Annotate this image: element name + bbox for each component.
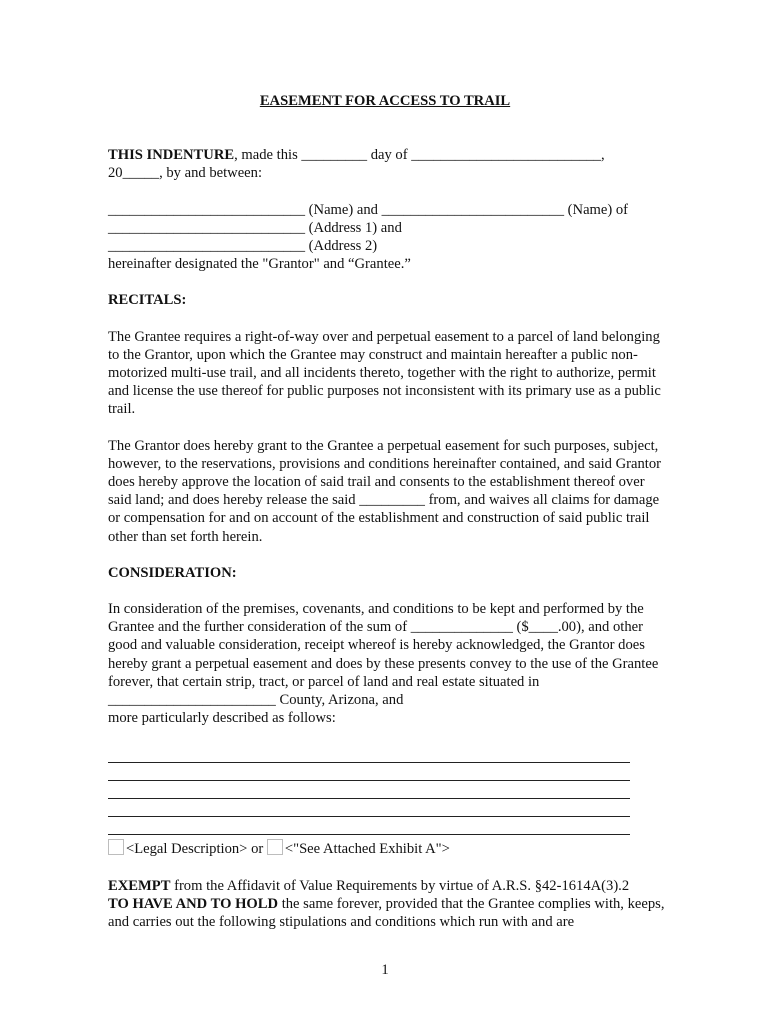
recitals-paragraph-1: The Grantee requires a right-of-way over and perpetual easement to a parcel of land belonging to the Grantor, upon which the Grantee may construct and maintain hereafter a public non-motorized multi-use trail, and all incidents thereto, together with the right to authorize, permit and license the use thereof for public purposes not inconsistent with its primary use as a public trail. [108, 328, 661, 418]
consideration-heading: CONSIDERATION: [108, 564, 237, 581]
indenture-lead: THIS INDENTURE [108, 147, 235, 164]
exhibit-a-checkbox[interactable] [267, 839, 283, 855]
exhibit-a-label: <"See Attached Exhibit A"> [284, 841, 450, 858]
consideration-paragraph [108, 600, 668, 727]
document-title: EASEMENT FOR ACCESS TO TRAIL [259, 93, 511, 109]
legal-description-lines [108, 745, 668, 835]
blank-line[interactable] [108, 817, 630, 835]
consideration-text-end: more particularly described as follows: [108, 710, 336, 727]
indenture-line1: , made this _________ day of __________________________, [234, 147, 605, 164]
recitals-heading: RECITALS: [108, 292, 187, 309]
hold-text: the same forever, provided that the Grantee complies with, keeps, and carries out the following stipulations and conditions which run with and are [108, 895, 665, 931]
indenture-paragraph [108, 146, 668, 182]
parties-line2: ___________________________ (Address 1) and [108, 219, 402, 236]
blank-line[interactable] [108, 763, 630, 781]
blank-line[interactable] [108, 799, 630, 817]
parties-line1: ___________________________ (Name) and _________________________ (Name) of [108, 201, 629, 218]
exempt-lead: EXEMPT [108, 877, 171, 894]
parties-block [108, 201, 668, 274]
indenture-line2: 20_____, by and between: [108, 165, 263, 182]
page-number: 1 [381, 962, 389, 978]
parties-line3: ___________________________ (Address 2) [108, 238, 378, 255]
exempt-text: from the Affidavit of Value Requirements by virtue of A.R.S. §42-1614A(3).2 [170, 877, 630, 894]
blank-line[interactable] [108, 745, 630, 763]
parties-line4: hereinafter designated the "Grantor" and “Grantee.” [108, 256, 411, 273]
hold-lead: TO HAVE AND TO HOLD [108, 895, 279, 912]
legal-description-label: <Legal Description> or [126, 841, 267, 858]
blank-line[interactable] [108, 781, 630, 799]
document-body [108, 92, 668, 931]
description-options [108, 839, 668, 858]
recitals-paragraph-2: The Grantor does hereby grant to the Grantee a perpetual easement for such purposes, subject, however, to the reservations, provisions and conditions hereinafter contained, and said Grantor does hereby approve the location of said trail and consents to the establishment thereof over said land; and does hereby release the said _________ from, and waives all claims for damage or compensation for and on account of the establishment and construction of said public trail other than set forth herein. [108, 437, 662, 545]
hold-paragraph [108, 895, 668, 931]
legal-description-checkbox[interactable] [108, 839, 124, 855]
consideration-text: In consideration of the premises, covenants, and conditions to be kept and performed by the Grantee and the further consideration of the sum of ______________ ($____.00), and other good and valuable consideration, receipt whereof is hereby acknowledged, the Grantor does hereby grant a perpetual easement and does by these presents convey to the use of the Grantee forever, that certain strip, tract, or parcel of land and real estate situated in _______________________ County, Arizona, and [108, 601, 659, 709]
exempt-paragraph [108, 877, 668, 895]
